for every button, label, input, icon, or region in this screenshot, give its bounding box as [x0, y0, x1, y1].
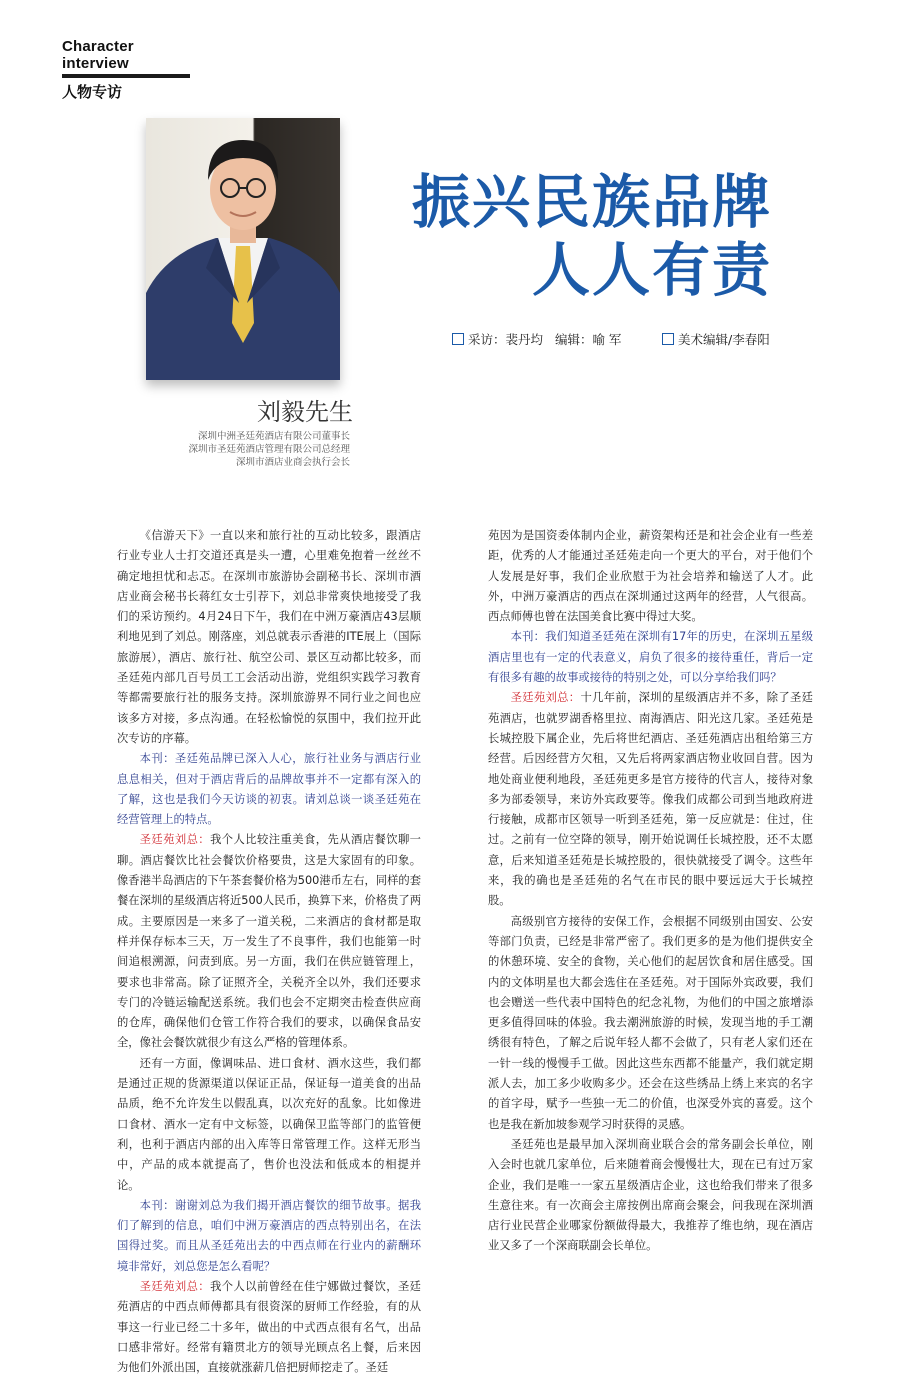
answer-speaker: 圣廷苑刘总：	[510, 691, 581, 705]
person-title-2: 深圳市圣廷苑酒店管理有限公司总经理	[188, 444, 350, 455]
article-headline	[412, 168, 772, 304]
headline-line-1: 振兴民族品牌	[411, 168, 772, 236]
paragraph: 高级别官方接待的安保工作，会根据不同级别由国安、公安等部门负责，已经是非常严密了。我们更多的是为他们提供安全的休憩环境、安全的食物，关心他们的起居饮食和居住感受。国内的文体明星也大都会选住在圣廷苑。对于国际外宾政要，我们也会赠送一些代表中国特色的纪念礼物，为他们的中国之旅增添更多值得回味的体验。我去潮洲旅游的时候，发现当地的手工潮绣很有特色，了解之后说年轻人都不会做了，只有老人家们还在一针一线的慢慢手工做。因此这些东西都不能量产，我们就定期派人去，加工多少收购多少。还会在这些绣品上绣上来宾的名字的首字母，赋予一些独一无二的价值，也深受外宾的喜爱。这个也是我在新加坡参观学习时获得的灵感。	[488, 914, 813, 1131]
portrait-illustration	[146, 118, 340, 380]
square-bullet-icon	[662, 333, 674, 345]
question-paragraph: 本刊：圣廷苑品牌已深入人心，旅行社业务与酒店行业息息相关，但对于酒店背后的品牌故事并不一定都有深入的了解，这也是我们今天访谈的初衷。请刘总谈一谈圣廷苑在经营管理上的特点。	[117, 752, 421, 827]
answer-paragraph	[488, 688, 813, 911]
headline-line-2: 人人有责	[531, 236, 772, 304]
section-header	[62, 38, 192, 102]
paragraph: 苑因为是国资委体制内企业，薪资架构还是和社会企业有一些差距，优秀的人才能通过圣廷苑走向一个更大的平台，对于他们个人发展是好事，我们企业欣慰于为社会培养和输送了人才。此外，中洲万豪酒店的西点在深圳通过这两年的经营，人气很高。西点师傅也曾在法国美食比赛中得过大奖。	[488, 529, 813, 624]
credit-art	[662, 330, 770, 348]
question-paragraph: 本刊：我们知道圣廷苑在深圳有17年的历史，在深圳五星级酒店里也有一定的代表意义，肩负了很多的接待重任，背后一定有很多有趣的故事或接待的特别之处，可以分享给我们吗？	[488, 630, 813, 685]
paragraph: 《信游天下》一直以来和旅行社的互动比较多，跟酒店行业专业人士打交道还真是头一遭，心里难免抱着一丝丝不确定地担忧和忐忑。在深圳市旅游协会副秘书长、深圳市酒店业商会秘书长蒋红女士引荐下，刘总非常爽快地接受了我们的采访预约。4月24日下午，我们在中洲万豪酒店43层顺利地见到了刘总。刚落座，刘总就表示香港的ITE展上（国际旅游展），酒店、旅行社、航空公司、景区互动都比较多，而圣廷苑内部几百号员工工会活动出游，党组织实践学习教育等都需要旅行社的服务支持。深圳旅游界不同行业之间也应该多方对接，多点沟通。在轻松愉悦的氛围中，我们拉开此次专访的序幕。	[117, 529, 421, 745]
person-name: 刘毅先生	[257, 398, 353, 426]
answer-text: 我个人以前曾经在佳宁娜做过餐饮，圣廷苑酒店的中西点师傅都具有很资深的厨师工作经验，有的从事这一行业已经二十多年，做出的中式西点很有名气，出品口感非常好。经常有籍贯北方的领导光顾点名上餐，后来因为他们外派出国，直接就涨薪几倍把厨师挖走了。圣廷	[117, 1279, 421, 1375]
paragraph: 圣廷苑也是最早加入深圳商业联合会的常务副会长单位，刚入会时也就几家单位，后来随着商会慢慢壮大，现在已有过万家企业，我们是唯一一家五星级酒店企业，这也给我们带来了很多生意往来。有一次商会主席按例出席商会聚会，问我现在深圳酒店行业民营企业哪家份额做得最大，我推荐了维也纳，现在酒店业又多了一个深商联副会长单位。	[488, 1137, 813, 1253]
answer-speaker: 圣廷苑刘总：	[139, 1279, 211, 1293]
portrait-photo	[146, 118, 340, 380]
section-title-en: Character interview	[62, 38, 134, 72]
header-divider	[62, 74, 190, 78]
section-title-cn: 人物专访	[62, 83, 123, 101]
article-column-right	[488, 526, 813, 1257]
credit-writers	[452, 330, 621, 348]
article-column-left	[117, 526, 421, 1378]
person-titles	[150, 430, 350, 469]
answer-text: 我个人比较注重美食，先从酒店餐饮聊一聊。酒店餐饮比社会餐饮价格要贵，这是大家固有的印象。像香港半岛酒店的下午茶套餐价格为500港币左右，同样的套餐在深圳的星级酒店将近500人民币，换算下来，价格贵了两成。主要原因是一来多了一道关税，二来酒店的食材都是取样并保存标本三天，万一发生了不良事件，我们也能第一时间追根溯源，问责到底。另一方面，我们在供应链管理上，要求也非常高。除了证照齐全，关税齐全以外，我们还要求专门的冷链运输配送系统。我们也会不定期突击检查供应商的仓库，确保他们仓管工作符合我们的要求，以确保食品安全，像社会餐饮就很少有这么严格的管理体系。	[117, 833, 421, 1050]
credit-art-editor: 美术编辑/李春阳	[678, 332, 770, 347]
answer-speaker: 圣廷苑刘总：	[139, 833, 211, 847]
person-title-1: 深圳中洲圣廷苑酒店有限公司董事长	[197, 431, 350, 442]
person-title-3: 深圳市酒店业商会执行会长	[235, 457, 350, 468]
answer-text: 十几年前，深圳的星级酒店并不多，除了圣廷苑酒店，也就罗湖香格里拉、南海酒店、阳光这几家。圣廷苑是长城控股下属企业，先后将世纪酒店、圣廷苑酒店出租给第三方经营。后因经营方欠租，又先后将两家酒店物业收回自营。因为地处商业便利地段，圣廷苑更多是官方接待的代言人，接待对象多为部委领导，来访外宾政要等。像我们成都公司到当地政府进行接触，成都市区领导一听到圣廷苑，第一反应就是：住过，住过。之前有一位空降的领导，刚开始说调任长城控股，还不太愿意，后来知道圣廷苑是长城控股的，很快就接受了调令。这些年来，我的确也是圣廷苑的名气在市民的眼中要远远大于长城控股。	[488, 691, 813, 908]
square-bullet-icon	[452, 333, 464, 345]
answer-paragraph	[117, 1277, 421, 1378]
question-paragraph: 本刊：谢谢刘总为我们揭开酒店餐饮的细节故事。据我们了解到的信息，咱们中洲万豪酒店的西点特别出名，在法国得过奖。而且从圣廷苑出去的中西点师在行业内的薪酬环境非常好，刘总您是怎么看呢？	[117, 1198, 421, 1273]
paragraph: 还有一方面，像调味品、进口食材、酒水这些，我们都是通过正规的货源渠道以保证正品，保证每一道美食的出品品质，绝不允许发生以假乱真，以次充好的乱象。比如像进口食材、酒水一定有中文标签，以确保卫监等部门的监管便利，也利于酒店内部的出入库等日常管理工作。这样无形当中，产品的成本就提高了，售价也没法和低成本的相提并论。	[117, 1056, 421, 1192]
credit-interview: 采访：裴丹均	[468, 332, 544, 347]
credit-editor: 编辑：喻 军	[554, 332, 622, 347]
answer-paragraph	[117, 830, 421, 1053]
